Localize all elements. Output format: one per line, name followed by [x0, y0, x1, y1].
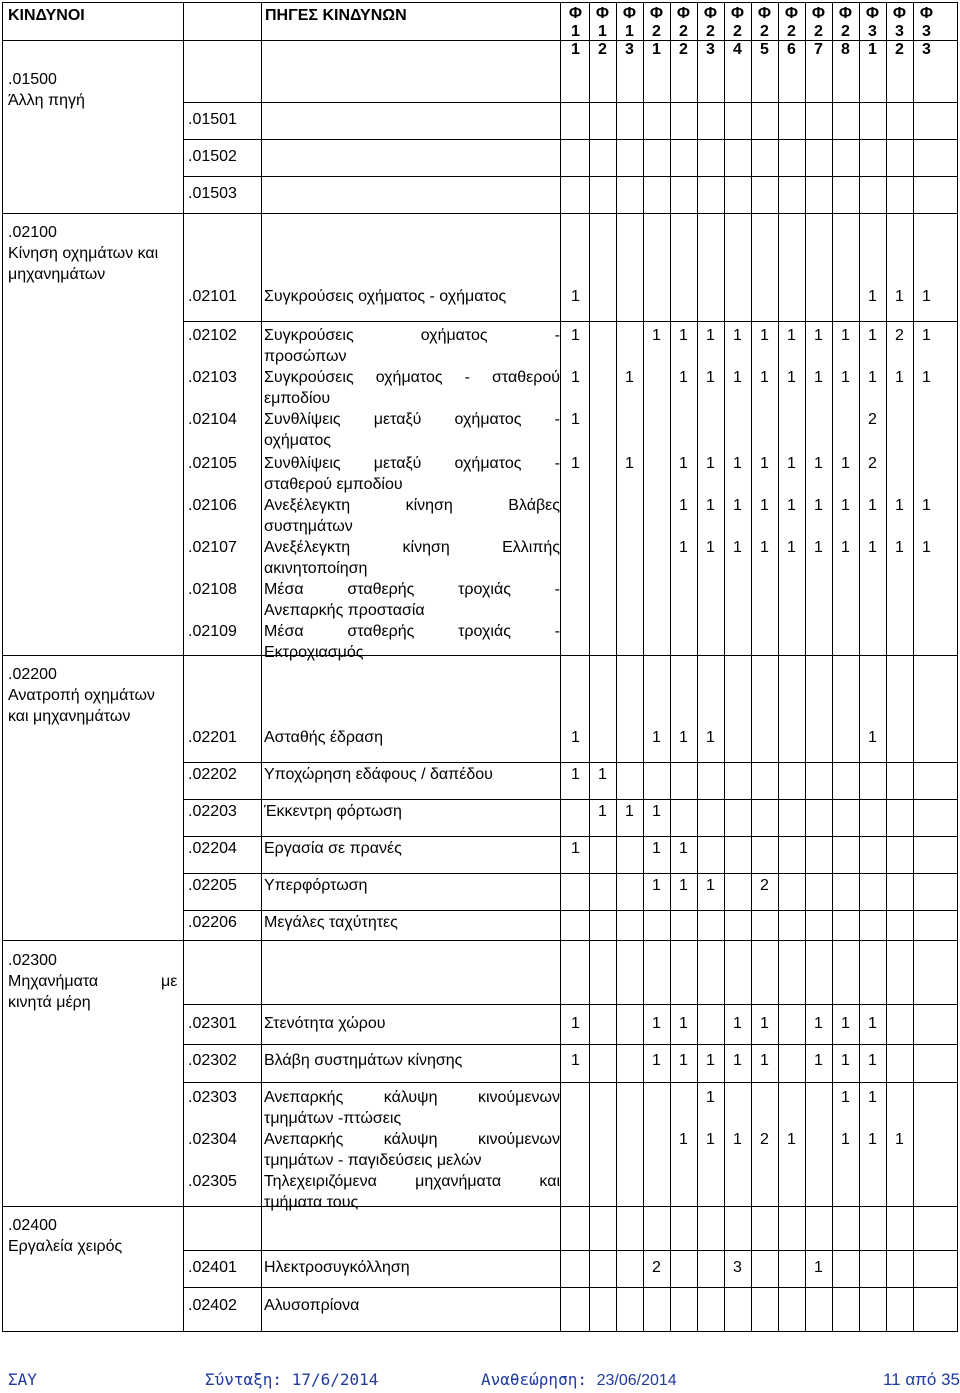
- phase-cell: 1: [571, 840, 580, 857]
- source-description-cont: τμήματα τους: [264, 1194, 359, 1211]
- grid-line: [183, 910, 957, 911]
- phase-cell: 1: [679, 327, 688, 344]
- hazard-name: Κίνηση οχημάτων και: [8, 245, 159, 262]
- phase-cell: 1: [679, 455, 688, 472]
- phase-cell: 1: [733, 539, 742, 556]
- source-code: .02101: [188, 288, 237, 305]
- phase-header-d1: 2: [760, 23, 769, 40]
- phase-cell: 1: [706, 729, 715, 746]
- grid-line: [183, 176, 957, 177]
- source-description: Ανεπαρκής κάλυψη κινούμενων: [264, 1089, 560, 1106]
- source-description: Μέσα σταθερής τροχιάς -: [264, 581, 560, 598]
- grid-line: [2, 213, 957, 214]
- phase-cell: 1: [571, 729, 580, 746]
- grid-line: [805, 2, 806, 1332]
- phase-cell: 1: [814, 497, 823, 514]
- phase-cell: 1: [652, 1052, 661, 1069]
- phase-header-d1: 3: [895, 23, 904, 40]
- phase-cell: 2: [868, 455, 877, 472]
- phase-header-d2: 2: [679, 41, 688, 58]
- footer-compiled: [205, 1370, 378, 1389]
- source-description: Ανεπαρκής κάλυψη κινούμενων: [264, 1131, 560, 1148]
- phase-cell: 1: [922, 539, 931, 556]
- hazard-name: Εργαλεία χειρός: [8, 1238, 123, 1255]
- grid-line: [183, 762, 957, 763]
- grid-line: [957, 2, 958, 1332]
- phase-cell: 1: [841, 1052, 850, 1069]
- phase-header-d1: 1: [625, 23, 634, 40]
- source-code: .01502: [188, 148, 237, 165]
- grid-line: [560, 2, 561, 1332]
- source-description-cont: προσώπων: [264, 348, 347, 365]
- phase-header-d2: 3: [922, 41, 931, 58]
- source-code: .02103: [188, 369, 237, 386]
- phase-header-letter: Φ: [838, 5, 853, 22]
- phase-cell: 1: [922, 327, 931, 344]
- phase-cell: 1: [787, 369, 796, 386]
- hazard-name: μηχανημάτων: [8, 266, 106, 283]
- source-description: Συνθλίψεις μεταξύ οχήματος -: [264, 455, 560, 472]
- phase-header-letter: Φ: [649, 5, 664, 22]
- phase-cell: 1: [841, 1131, 850, 1148]
- phase-cell: 1: [922, 497, 931, 514]
- grid-line: [183, 873, 957, 874]
- phase-header-letter: Φ: [865, 5, 880, 22]
- phase-header-d1: 2: [814, 23, 823, 40]
- phase-cell: 1: [895, 1131, 904, 1148]
- grid-line: [724, 2, 725, 1332]
- phase-cell: 1: [652, 327, 661, 344]
- header-sources: ΠΗΓΕΣ ΚΙΝΔΥΝΩΝ: [265, 7, 407, 24]
- phase-cell: 1: [679, 840, 688, 857]
- phase-cell: 1: [760, 1052, 769, 1069]
- hazard-code: .02100: [8, 224, 57, 241]
- source-code: .02301: [188, 1015, 237, 1032]
- phase-cell: 2: [895, 327, 904, 344]
- phase-cell: 1: [868, 497, 877, 514]
- source-description: Ανεξέλεγκτη κίνηση Βλάβες: [264, 497, 560, 514]
- hazard-code: .02400: [8, 1217, 57, 1234]
- grid-line: [183, 139, 957, 140]
- phase-cell: 1: [706, 1052, 715, 1069]
- source-description: Στενότητα χώρου: [264, 1015, 386, 1032]
- phase-header-d2: 1: [571, 41, 580, 58]
- footer-compiled-label: Σύνταξη:: [205, 1370, 283, 1389]
- phase-cell: 1: [706, 497, 715, 514]
- source-description: Έκκεντρη φόρτωση: [264, 803, 402, 820]
- phase-cell: 1: [679, 539, 688, 556]
- phase-cell: 1: [706, 327, 715, 344]
- grid-line: [183, 1004, 957, 1005]
- phase-header-d2: 1: [652, 41, 661, 58]
- phase-cell: 1: [841, 497, 850, 514]
- phase-cell: 1: [571, 1015, 580, 1032]
- source-code: .02108: [188, 581, 237, 598]
- phase-header-letter: Φ: [757, 5, 772, 22]
- phase-cell: 1: [814, 327, 823, 344]
- phase-cell: 1: [733, 455, 742, 472]
- grid-line: [2, 40, 957, 41]
- phase-cell: 1: [868, 1052, 877, 1069]
- footer-revised-label: Αναθεώρηση:: [481, 1370, 587, 1389]
- phase-header-d1: 2: [841, 23, 850, 40]
- source-code: .02304: [188, 1131, 237, 1148]
- phase-header-d2: 8: [841, 41, 850, 58]
- phase-cell: 2: [652, 1259, 661, 1276]
- phase-header-letter: Φ: [892, 5, 907, 22]
- phase-cell: 1: [760, 369, 769, 386]
- source-code: .01501: [188, 111, 237, 128]
- source-description: Μεγάλες ταχύτητες: [264, 914, 398, 931]
- header-hazards: ΚΙΝΔΥΝΟΙ: [8, 7, 85, 24]
- grid-line: [589, 2, 590, 1332]
- phase-cell: 1: [760, 1015, 769, 1032]
- phase-header-d2: 2: [598, 41, 607, 58]
- source-code: .01503: [188, 185, 237, 202]
- phase-cell: 1: [598, 766, 607, 783]
- grid-line: [913, 2, 914, 1332]
- footer-compiled-date: 17/6/2014: [291, 1370, 379, 1389]
- phase-cell: 1: [652, 877, 661, 894]
- footer-revised-date: 23/06/2014: [596, 1372, 677, 1389]
- hazard-name: και μηχανημάτων: [8, 708, 131, 725]
- phase-cell: 1: [625, 369, 634, 386]
- phase-cell: 1: [787, 1131, 796, 1148]
- hazard-name: Άλλη πηγή: [8, 92, 85, 109]
- phase-cell: 1: [571, 455, 580, 472]
- phase-cell: 1: [922, 288, 931, 305]
- phase-cell: 3: [733, 1259, 742, 1276]
- phase-cell: 1: [733, 369, 742, 386]
- source-description: Συγκρούσεις οχήματος -: [264, 327, 560, 344]
- grid-line: [2, 2, 3, 1332]
- source-code: .02102: [188, 327, 237, 344]
- phase-cell: 1: [706, 455, 715, 472]
- grid-line: [2, 655, 957, 656]
- hazard-name: Ανατροπή οχημάτων: [8, 687, 155, 704]
- phase-cell: 1: [679, 1015, 688, 1032]
- source-code: .02402: [188, 1297, 237, 1314]
- phase-cell: 1: [814, 1015, 823, 1032]
- phase-cell: 1: [787, 539, 796, 556]
- source-code: .02105: [188, 455, 237, 472]
- source-description: Ασταθής έδραση: [264, 729, 384, 746]
- phase-header-d2: 4: [733, 41, 742, 58]
- phase-header-d2: 2: [895, 41, 904, 58]
- grid-line: [183, 2, 184, 1332]
- phase-header-letter: Φ: [811, 5, 826, 22]
- phase-cell: 1: [841, 455, 850, 472]
- phase-cell: 1: [571, 369, 580, 386]
- phase-cell: 1: [706, 539, 715, 556]
- phase-header-d1: 3: [922, 23, 931, 40]
- grid-line: [183, 1044, 957, 1045]
- source-code: .02104: [188, 411, 237, 428]
- source-code: .02305: [188, 1173, 237, 1190]
- phase-cell: 1: [706, 1089, 715, 1106]
- phase-cell: 1: [571, 288, 580, 305]
- phase-cell: 1: [814, 455, 823, 472]
- grid-line: [616, 2, 617, 1332]
- phase-cell: 1: [679, 1131, 688, 1148]
- phase-cell: 1: [679, 497, 688, 514]
- phase-header-d1: 2: [733, 23, 742, 40]
- phase-header-d1: 2: [706, 23, 715, 40]
- phase-cell: 1: [571, 1052, 580, 1069]
- phase-cell: 1: [625, 803, 634, 820]
- phase-cell: 1: [679, 1052, 688, 1069]
- source-code: .02206: [188, 914, 237, 931]
- hazard-code: .02200: [8, 666, 57, 683]
- phase-cell: 1: [868, 1131, 877, 1148]
- source-code: .02106: [188, 497, 237, 514]
- phase-cell: 1: [733, 497, 742, 514]
- hazard-name: με: [161, 973, 178, 990]
- phase-cell: 1: [868, 1015, 877, 1032]
- hazard-code: .02300: [8, 952, 57, 969]
- phase-cell: 1: [652, 840, 661, 857]
- source-description: Ανεξέλεγκτη κίνηση Ελλιπής: [264, 539, 560, 556]
- phase-cell: 1: [895, 288, 904, 305]
- phase-cell: 1: [733, 327, 742, 344]
- phase-cell: 1: [814, 1259, 823, 1276]
- grid-line: [2, 2, 957, 3]
- phase-header-letter: Φ: [568, 5, 583, 22]
- grid-line: [643, 2, 644, 1332]
- phase-header-letter: Φ: [919, 5, 934, 22]
- grid-line: [183, 1250, 957, 1251]
- source-description: Υπερφόρτωση: [264, 877, 368, 894]
- phase-header-d2: 6: [787, 41, 796, 58]
- page-number: 11 από 35: [882, 1370, 960, 1389]
- source-description: Ηλεκτροσυγκόλληση: [264, 1259, 410, 1276]
- phase-cell: 1: [895, 369, 904, 386]
- phase-header-d1: 2: [679, 23, 688, 40]
- source-code: .02205: [188, 877, 237, 894]
- source-description: Αλυσοπρίονα: [264, 1297, 360, 1314]
- grid-line: [183, 1287, 957, 1288]
- phase-cell: 1: [760, 327, 769, 344]
- phase-cell: 1: [679, 369, 688, 386]
- phase-header-letter: Φ: [595, 5, 610, 22]
- phase-cell: 1: [706, 877, 715, 894]
- footer-org: ΣΑΥ: [8, 1370, 37, 1389]
- source-code: .02204: [188, 840, 237, 857]
- grid-line: [2, 940, 957, 941]
- phase-cell: 1: [733, 1015, 742, 1032]
- phase-header-d1: 1: [598, 23, 607, 40]
- phase-cell: 1: [868, 369, 877, 386]
- phase-cell: 1: [571, 411, 580, 428]
- phase-header-letter: Φ: [784, 5, 799, 22]
- phase-cell: 1: [868, 327, 877, 344]
- footer-revised: [481, 1370, 677, 1390]
- source-code: .02202: [188, 766, 237, 783]
- source-code: .02401: [188, 1259, 237, 1276]
- source-description-cont: ακινητοποίηση: [264, 560, 368, 577]
- phase-cell: 1: [706, 1131, 715, 1148]
- source-description: Εργασία σε πρανές: [264, 840, 402, 857]
- grid-line: [183, 321, 957, 322]
- source-description: Συνθλίψεις μεταξύ οχήματος -: [264, 411, 560, 428]
- grid-line: [778, 2, 779, 1332]
- grid-line: [183, 102, 957, 103]
- source-code: .02303: [188, 1089, 237, 1106]
- source-description-cont: οχήματος: [264, 432, 331, 449]
- grid-line: [183, 799, 957, 800]
- source-description: Τηλεχειριζόμενα μηχανήματα και: [264, 1173, 560, 1190]
- source-description-cont: τμημάτων -πτώσεις: [264, 1110, 402, 1127]
- phase-cell: 1: [652, 1015, 661, 1032]
- source-code: .02203: [188, 803, 237, 820]
- phase-cell: 1: [733, 1131, 742, 1148]
- phase-header-d2: 1: [868, 41, 877, 58]
- source-description: Υποχώρηση εδάφους / δαπέδου: [264, 766, 493, 783]
- phase-cell: 1: [706, 369, 715, 386]
- phase-cell: 1: [679, 877, 688, 894]
- phase-cell: 1: [868, 539, 877, 556]
- phase-cell: 1: [814, 369, 823, 386]
- source-description-cont: συστημάτων: [264, 518, 353, 535]
- phase-cell: 1: [625, 455, 634, 472]
- grid-line: [183, 1082, 957, 1083]
- source-code: .02109: [188, 623, 237, 640]
- phase-cell: 2: [760, 877, 769, 894]
- grid-line: [2, 1206, 957, 1207]
- hazard-code: .01500: [8, 71, 57, 88]
- phase-header-letter: Φ: [676, 5, 691, 22]
- phase-header-d2: 3: [706, 41, 715, 58]
- phase-cell: 1: [679, 729, 688, 746]
- hazard-name: κινητά μέρη: [8, 994, 91, 1011]
- phase-cell: 1: [787, 455, 796, 472]
- phase-cell: 1: [733, 1052, 742, 1069]
- source-description: Βλάβη συστημάτων κίνησης: [264, 1052, 463, 1069]
- phase-cell: 1: [652, 729, 661, 746]
- grid-line: [183, 836, 957, 837]
- phase-cell: 1: [868, 729, 877, 746]
- phase-header-d1: 2: [652, 23, 661, 40]
- hazard-name: Μηχανήματα: [8, 973, 99, 990]
- phase-cell: 1: [868, 1089, 877, 1106]
- phase-header-d2: 7: [814, 41, 823, 58]
- phase-cell: 1: [760, 539, 769, 556]
- phase-cell: 1: [895, 539, 904, 556]
- source-description-cont: εμποδίου: [264, 390, 331, 407]
- phase-cell: 1: [760, 497, 769, 514]
- grid-line: [751, 2, 752, 1332]
- phase-header-d1: 3: [868, 23, 877, 40]
- phase-cell: 1: [841, 369, 850, 386]
- source-code: .02201: [188, 729, 237, 746]
- phase-header-d2: 5: [760, 41, 769, 58]
- phase-header-d2: 3: [625, 41, 634, 58]
- phase-cell: 1: [652, 803, 661, 820]
- phase-cell: 1: [760, 455, 769, 472]
- phase-cell: 1: [841, 1015, 850, 1032]
- phase-cell: 1: [895, 497, 904, 514]
- grid-line: [670, 2, 671, 1332]
- phase-header-d1: 1: [571, 23, 580, 40]
- phase-cell: 1: [814, 1052, 823, 1069]
- phase-cell: 1: [571, 766, 580, 783]
- phase-cell: 1: [598, 803, 607, 820]
- source-description: Μέσα σταθερής τροχιάς -: [264, 623, 560, 640]
- phase-cell: 1: [868, 288, 877, 305]
- grid-line: [832, 2, 833, 1332]
- source-description-cont: Εκτροχιασμός: [264, 644, 364, 661]
- source-description: Συγκρούσεις οχήματος - σταθερού: [264, 369, 560, 386]
- source-description-cont: σταθερού εμποδίου: [264, 476, 403, 493]
- phase-cell: 1: [571, 327, 580, 344]
- source-code: .02107: [188, 539, 237, 556]
- grid-line: [2, 1331, 957, 1332]
- grid-line: [886, 2, 887, 1332]
- phase-header-letter: Φ: [622, 5, 637, 22]
- grid-line: [697, 2, 698, 1332]
- grid-line: [859, 2, 860, 1332]
- source-description-cont: Ανεπαρκής προστασία: [264, 602, 425, 619]
- grid-line: [261, 2, 262, 1332]
- phase-cell: 1: [841, 539, 850, 556]
- source-description: Συγκρούσεις οχήματος - οχήματος: [264, 288, 507, 305]
- phase-header-letter: Φ: [703, 5, 718, 22]
- phase-cell: 1: [814, 539, 823, 556]
- phase-cell: 1: [841, 1089, 850, 1106]
- phase-cell: 1: [787, 327, 796, 344]
- phase-cell: 1: [841, 327, 850, 344]
- source-code: .02302: [188, 1052, 237, 1069]
- phase-cell: 1: [922, 369, 931, 386]
- phase-cell: 2: [760, 1131, 769, 1148]
- phase-header-d1: 2: [787, 23, 796, 40]
- phase-cell: 1: [787, 497, 796, 514]
- phase-header-letter: Φ: [730, 5, 745, 22]
- source-description-cont: τμημάτων - παγιδεύσεις μελών: [264, 1152, 482, 1169]
- phase-cell: 2: [868, 411, 877, 428]
